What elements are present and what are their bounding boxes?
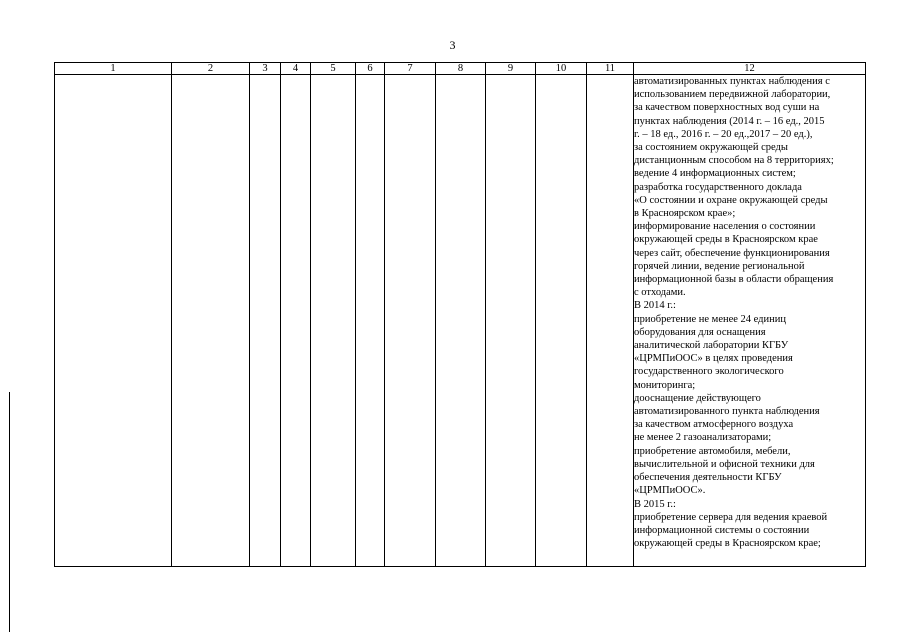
- text-line: г. – 18 ед., 2016 г. – 20 ед.,2017 – 20 ед.),: [634, 128, 813, 140]
- text-line: автоматизированного пункта наблюдения: [634, 406, 820, 418]
- text-line: информационной системы о состоянии: [634, 524, 810, 536]
- col-header-7: 7: [385, 63, 436, 75]
- col-header-11: 11: [587, 63, 634, 75]
- text-line: за качеством поверхностных вод суши на: [634, 102, 820, 114]
- col-header-10: 10: [536, 63, 587, 75]
- text-line: ведение 4 информационных систем;: [634, 168, 796, 180]
- text-line: разработка государственного доклада: [634, 181, 802, 193]
- cell-col-2: [172, 75, 250, 567]
- text-line: вычислительной и офисной техники для: [634, 458, 815, 470]
- text-line: В 2014 г.:: [634, 300, 676, 312]
- col-header-4: 4: [281, 63, 311, 75]
- cell-col-9: [486, 75, 536, 567]
- text-line: мониторинга;: [634, 379, 696, 391]
- text-line: через сайт, обеспечение функционирования: [634, 247, 830, 259]
- text-line: приобретение не менее 24 единиц: [634, 313, 787, 325]
- text-line: дооснащение действующего: [634, 392, 761, 404]
- table-row: [55, 75, 866, 567]
- text-line: приобретение сервера для ведения краевой: [634, 511, 828, 523]
- text-line: использованием передвижной лаборатории,: [634, 89, 831, 101]
- text-line: информационной базы в области обращения: [634, 274, 834, 286]
- cell-col-8: [436, 75, 486, 567]
- text-line: «ЦРМПиООС».: [634, 485, 706, 497]
- text-line: горячей линии, ведение региональной: [634, 260, 805, 272]
- text-line: аналитической лаборатории КГБУ: [634, 340, 789, 352]
- cell-col-4: [281, 75, 311, 567]
- cell-col-5: [311, 75, 356, 567]
- text-line: приобретение автомобиля, мебели,: [634, 445, 791, 457]
- col-header-8: 8: [436, 63, 486, 75]
- text-line: дистанционным способом на 8 территориях;: [634, 155, 834, 167]
- text-line: государственного экологического: [634, 366, 784, 378]
- text-line: за состоянием окружающей среды: [634, 142, 788, 154]
- text-line: окружающей среды в Красноярском крае;: [634, 538, 821, 550]
- col-header-2: 2: [172, 63, 250, 75]
- text-line: В 2015 г.:: [634, 498, 676, 510]
- text-line: пунктах наблюдения (2014 г. – 16 ед., 2015: [634, 115, 825, 127]
- scan-edge-line: [9, 392, 10, 632]
- text-line: обеспечения деятельности КГБУ: [634, 472, 782, 484]
- cell-col-1: [55, 75, 172, 567]
- cell-col-3: [250, 75, 281, 567]
- cell-col-7: [385, 75, 436, 567]
- col-header-1: 1: [55, 63, 172, 75]
- cell-col-11: [587, 75, 634, 567]
- text-line: оборудования для оснащения: [634, 326, 766, 338]
- text-line: информирование населения о состоянии: [634, 221, 816, 233]
- col-header-12: 12: [634, 63, 866, 75]
- text-line: с отходами.: [634, 287, 686, 299]
- header-row: [55, 63, 866, 75]
- col-header-6: 6: [356, 63, 385, 75]
- col-header-9: 9: [486, 63, 536, 75]
- text-line: «О состоянии и охране окружающей среды: [634, 194, 828, 206]
- cell-col-10: [536, 75, 587, 567]
- text-line: автоматизированных пунктах наблюдения с: [634, 76, 830, 87]
- program-table: [54, 62, 866, 567]
- text-line: в Красноярском крае»;: [634, 208, 736, 220]
- cell-col-6: [356, 75, 385, 567]
- text-line: «ЦРМПиООС» в целях проведения: [634, 353, 793, 365]
- page-number: 3: [449, 38, 456, 52]
- text-line: окружающей среды в Красноярском крае: [634, 234, 818, 246]
- text-line: не менее 2 газоанализаторами;: [634, 432, 772, 444]
- col-header-5: 5: [311, 63, 356, 75]
- cell-col-12: [634, 75, 866, 567]
- col-header-3: 3: [250, 63, 281, 75]
- text-line: за качеством атмосферного воздуха: [634, 419, 794, 431]
